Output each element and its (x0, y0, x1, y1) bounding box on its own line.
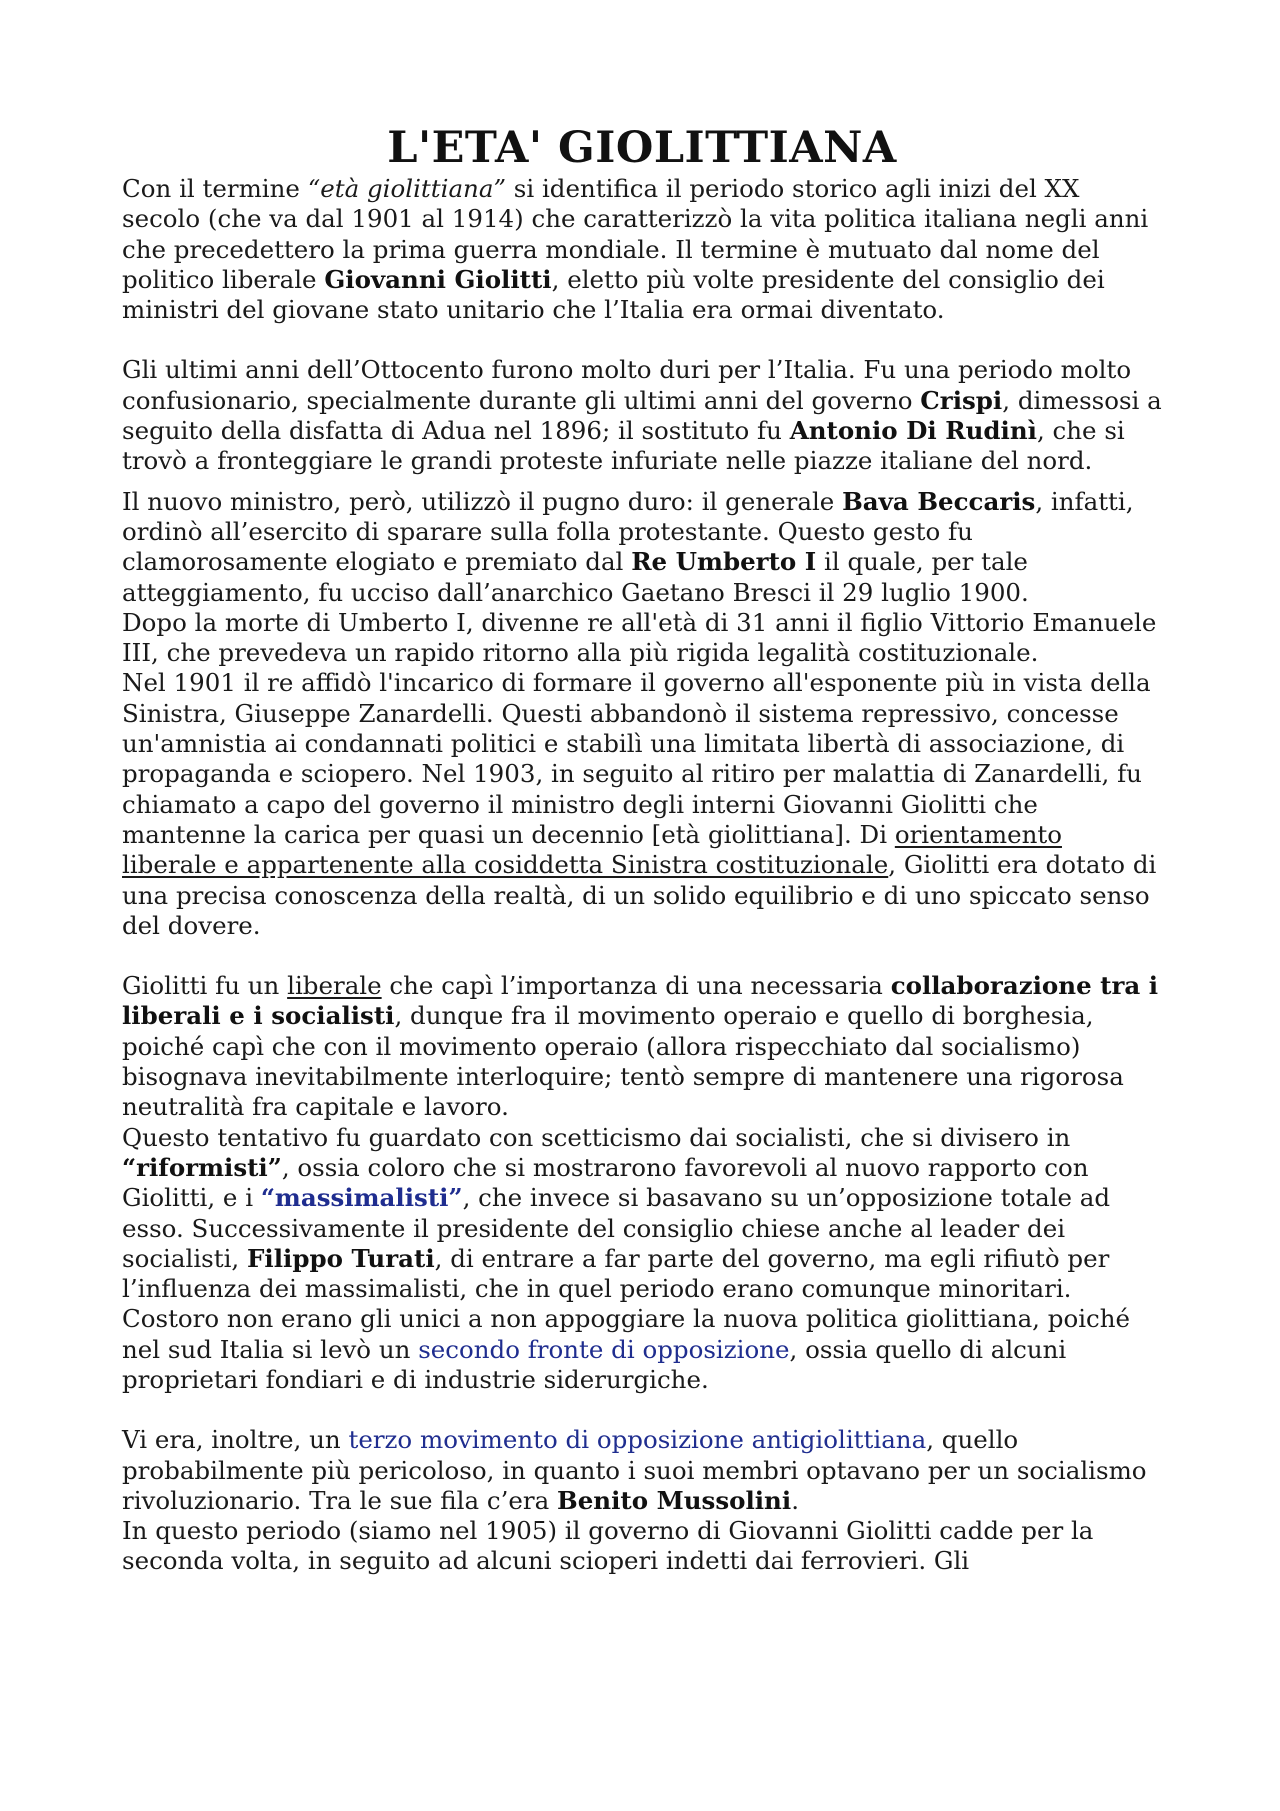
text-run: Con il termine (122, 174, 308, 203)
paragraph (122, 608, 1162, 669)
paragraph (122, 668, 1162, 941)
link-text[interactable]: secondo fronte di opposizione (418, 1334, 790, 1364)
paragraph (122, 174, 1162, 325)
text-run: , di entrare a far parte del governo, ma egli rifiutò per l’influenza dei massimalisti, che in quel periodo erano comunque minoritari. Costoro non erano gli unici a non appoggiare la nuova politica giolittiana, poiché nel sud Italia si levò un (122, 1243, 1131, 1364)
text-run: , che si trovò a fronteggiare le grandi proteste infuriate nelle piazze italiane del nord. (122, 416, 1125, 476)
text-run: Nel 1901 il re affidò l'incarico di formare il governo all'esponente più in vista della Sinistra, Giuseppe Zanardelli. Questi abbandonò il sistema repressivo, concesse un'amnistia ai condannati politici e stabilì una limitata libertà di associazione, di propaganda e sciopero. Nel 1903, in seguito al ritiro per malattia di Zanardelli, fu chiamato a capo del governo il ministro degli interni Giovanni Giolitti che mantenne la carica per quasi un decennio [età giolittiana]. Di (122, 668, 1151, 849)
text-run: Dopo la morte di Umberto I, divenne re all'età di 31 anni il figlio Vittorio Emanuele III, che prevedeva un rapido ritorno alla più rigida legalità costituzionale. (122, 607, 1157, 668)
text-run: Gli ultimi anni dell’Ottocento furono molto duri per l’Italia. Fu una periodo molto confusionario, specialmente durante gli ultimi anni del governo (122, 355, 1132, 415)
text-run: , dimessosi a seguito della disfatta di Adua nel 1896; il sostituto fu (122, 385, 1162, 446)
text-run: , infatti, ordinò all’esercito di sparare sulla folla protestante. Questo gesto fu clamorosamente elogiato e premiato dal (122, 486, 1134, 577)
page-title: L'ETA' GIOLITTIANA (387, 123, 897, 173)
underlined-text: orientamento liberale e appartenente alla cosiddetta Sinistra costituzionale (122, 819, 1062, 880)
text-run: che capì l’importanza di una necessaria (381, 971, 891, 1001)
bold-text: Benito Mussolini (556, 1485, 792, 1515)
text-run: , dunque fra il movimento operaio e quello di borghesia, poiché capì che con il movimento operaio (allora rispecchiato dal socialismo) bisognava inevitabilmente interloquire; tentò sempre di mantenere una rigorosa neutralità fra capitale e lavoro. (122, 1001, 1124, 1122)
document-body (122, 122, 1162, 1577)
bold-text: collaborazione tra i liberali e i socialisti (122, 971, 1159, 1031)
bold-text: Filippo Turati (247, 1243, 435, 1273)
link-text[interactable]: “massimalisti” (260, 1183, 463, 1213)
paragraph (122, 355, 1162, 476)
text-run: Questo tentativo fu guardato con scetticismo dai socialisti, che si divisero in (122, 1122, 1071, 1152)
bold-text: Crispi (920, 385, 1003, 415)
paragraph (122, 1516, 1162, 1577)
text-run: , ossia quello di alcuni proprietari fondiari e di industrie siderurgiche. (122, 1334, 1067, 1394)
paragraph-spacer (122, 1395, 1162, 1425)
text-run: , quello probabilmente più pericoloso, in quanto i suoi membri optavano per un socialismo rivoluzionario. Tra le sue fila c’era (122, 1425, 1147, 1515)
bold-text: Antonio Di Rudinì (789, 416, 1037, 446)
text-run: Vi era, inoltre, un (122, 1425, 349, 1455)
text-run: In questo periodo (siamo nel 1905) il governo di Giovanni Giolitti cadde per la seconda volta, in seguito ad alcuni scioperi indetti dai ferrovieri. Gli (122, 1516, 1094, 1576)
text-run: il quale, per tale atteggiamento, fu ucciso dall’anarchico Gaetano Bresci il 29 luglio 1900. (122, 547, 1029, 607)
paragraph (122, 1123, 1162, 1396)
text-run: , ossia coloro che si mostrarono favorevoli al nuovo rapporto con Giolitti, e i (122, 1152, 1089, 1213)
bold-text: Re Umberto I (631, 547, 817, 577)
text-run: . (791, 1485, 799, 1515)
italic-text: “età giolittiana” (307, 174, 506, 203)
link-text[interactable]: terzo movimento di opposizione antigiolittiana (348, 1425, 927, 1455)
text-run: , eletto più volte presidente del consiglio dei ministri del giovane stato unitario che l’Italia era ormai diventato. (122, 264, 1105, 325)
bold-text: “riformisti” (122, 1152, 282, 1182)
paragraph-spacer (122, 325, 1162, 355)
text-run: Il nuovo ministro, però, utilizzò il pugno duro: il generale (122, 486, 843, 516)
paragraph-spacer (122, 477, 1162, 487)
paragraph (122, 971, 1162, 1122)
text-run: si identifica il periodo storico agli inizi del XX secolo (che va dal 1901 al 1914) che caratterizzò la vita politica italiana negli anni che precedettero la prima guerra mondiale. Il termine è mutuato dal nome del politico liberale (122, 174, 1149, 294)
paragraph (122, 1425, 1162, 1516)
paragraph-spacer (122, 941, 1162, 971)
paragraph (122, 487, 1162, 608)
underlined-text: liberale (287, 971, 382, 1001)
bold-text: Giovanni Giolitti (324, 264, 552, 294)
text-run: , che invece si basavano su un’opposizione totale ad esso. Successivamente il presidente del consiglio chiese anche al leader dei socialisti, (122, 1183, 1111, 1273)
text-run: , Giolitti era dotato di una precisa conoscenza della realtà, di un solido equilibrio e di uno spiccato senso del dovere. (122, 850, 1157, 940)
text-run: Giolitti fu un (122, 971, 288, 1001)
bold-text: Bava Beccaris (842, 486, 1036, 516)
